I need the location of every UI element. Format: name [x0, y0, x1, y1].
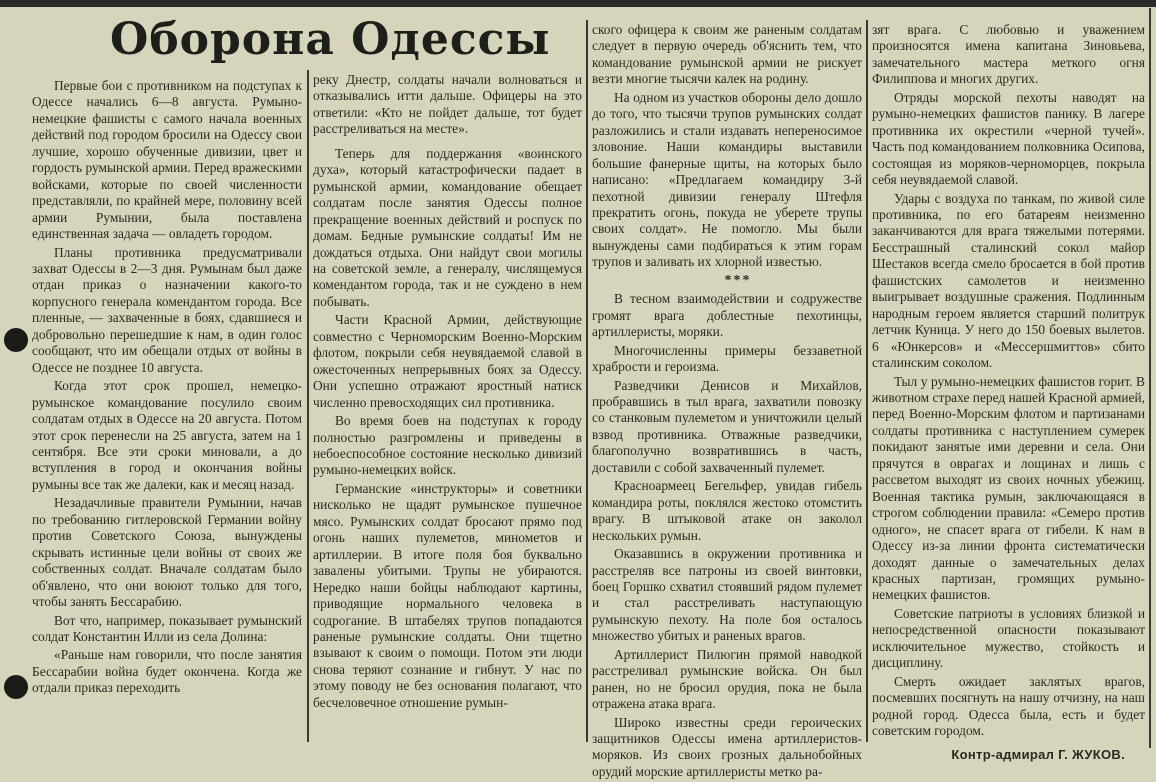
paragraph: Тыл у румыно-немецких фашистов горит. В животном страхе перед нашей Красной армией, перед Военно-Морским флотом и партизанами солдаты противника с наступлением сумерек покидают занятые ими деревни и села. Они прячутся в оврагах и лощинах и лишь с рассветом выходят из своих ночных убежищ. Военная тактика румын, заключающаяся в строгом соблюдении правила: «Семеро против одного», не спасет врага от гибели. К нам в Одессу из-за линии фронта систематически доходят данные о замечательных делах красных партизан, громящих румыно-немецких фашистов. [872, 373, 1145, 603]
top-border [0, 0, 1156, 7]
paragraph-continuation: ского офицера к своим же раненым солдатам следует в первую очередь об'яснить тем, что командование румынской армии не рискует везти многие тысячи калек на родину. [592, 22, 862, 87]
paragraph: Артиллерист Пилюгин прямой наводкой расстреливал румынские войска. Он был ранен, но не бросил орудия, пока не была отражена атака врага. [592, 646, 862, 712]
paragraph: Красноармеец Бегельфер, увидав гибель командира роты, поклялся жестоко отомстить врагу. В штыковой атаке он заколол нескольких румын. [592, 478, 862, 543]
paragraph: Во время боев на подступах к городу полностью разгромлены и приведены в небоеспособное состояние несколько дивизий румыно-немецких войск. [313, 413, 582, 478]
column-4 [872, 22, 1145, 764]
author-signature: Контр-адмирал Г. ЖУКОВ. [951, 747, 1125, 763]
paragraph: Незадачливые правители Румынии, начав по требованию гитлеровской Германии войну против Советского Союза, вынуждены скрывать истинные цели войны от своих же собственных солдат. Вначале солдатам было об'явлено, что они воюют только для того, чтобы занять Бессарабию. [32, 495, 302, 610]
paragraph-continuation: реку Днестр, солдаты начали волноваться и отказывались итти дальше. Офицеры на это ответили: «Кто не пойдет дальше, тот будет расстреливаться на месте». [313, 72, 582, 137]
paragraph: Вот что, например, показывает румынский солдат Константин Илли из села Долина: [32, 612, 302, 644]
article-title: Оборона Одессы [110, 14, 551, 65]
paragraph: Разведчики Денисов и Михайлов, пробравшись в тыл врага, захватили повозку со станковым пулеметом и уничтожили целый взвод противника. Отважные разведчики, благополучно возвратившись в часть, доставили с собой захваченный пулемет. [592, 377, 862, 475]
column-3 [592, 22, 862, 782]
paragraph: Части Красной Армии, действующие совместно с Черноморским Военно-Морским флотом, покрыли себя неувядаемой славой в ожесточенных непрерывных боях за Одессу. Они успешно отражают яростный натиск численно превосходящих сил противника. [313, 312, 582, 410]
paragraph: Теперь для поддержания «воинского духа», который катастрофически падает в румынской армии, командование обещает солдатам после занятия Одессы полное прекращение военных действий и роспуск по домам. Бедные румынские солдаты! Им не дождаться отдыха. Они найдут свои могилы на советской земле, а генералу, числящемуся комендантом города, так и не суждено в нем побывать. [313, 145, 582, 309]
paragraph-continuation: зят врага. С любовью и уважением произносятся имена капитана Зиновьева, замечательного мастера меткого огня Филиппова и многих других. [872, 22, 1145, 87]
paragraph: На одном из участков обороны дело дошло до того, что тысячи трупов румынских солдат разложились и стали издавать непереносимое зловоние. Наши командиры выставили большие фанерные щиты, на которых было написано: «Предлагаем командиру 3-й пехотной дивизии генералу Штефля прекратить огонь, покуда не уберете трупы своих солдат». Не помогло. Мы были вынуждены сами подбираться к этим горам трупов и заливать их хлорной известью. [592, 89, 862, 270]
column-rule [586, 20, 588, 742]
binding-hole [4, 328, 28, 352]
paragraph: Многочисленны примеры беззаветной храбрости и героизма. [592, 342, 862, 375]
column-rule [866, 20, 868, 742]
paragraph: Оказавшись в окружении противника и расстреляв все патроны из своей винтовки, боец Горшко схватил стоявший рядом пулемет и стал расстреливать наступающую румынскую пехоту. На поле боя осталось множество убитых и раненых врагов. [592, 546, 862, 644]
paragraph: Смерть ожидает заклятых врагов, посмевших посягнуть на нашу отчизну, на наш родной город. Одесса была, есть и будет советским городом. [872, 673, 1145, 739]
paragraph: Советские патриоты в условиях близкой и непосредственной опасности показывают исключительное мужество, стойкость и дисциплину. [872, 605, 1145, 671]
column-1 [32, 78, 302, 699]
paragraph: Удары с воздуха по танкам, по живой силе противника, по его батареям неизменно заканчиваются для врага тяжелыми потерями. Бесстрашный сталинский сокол майор Шестаков всегда смело бросается в бой против фашистских самолетов и неизменно выигрывает воздушные сражения. Подлинным народным героем является старший политрук летчик Куница. У него до 150 боевых вылетов. 6 «Юнкерсов» и «Мессершмиттов» сбито сталинским соколом. [872, 190, 1145, 371]
paragraph: Германские «инструкторы» и советники нисколько не щадят румынское пушечное мясо. Румынских солдат бросают прямо под огонь наших пулеметов, минометов и артиллерии. В итоге поля боя буквально завалены убитыми. Трупы не убираются. Нередко наши бойцы наблюдают картины, приводящие нормального человека в содрогание. В штабелях трупов попадаются раненые румынские солдаты. Они тщетно взывают к своим о помощи. Потом эти люди снова теряют сознание и гибнут. У нас по этому поводу не без основания полагают, что бесчеловечное отношение румын- [313, 480, 582, 710]
paragraph: В тесном взаимодействии и содружестве громят врага доблестные пехотинцы, артиллеристы, моряки. [592, 291, 862, 340]
column-2 [313, 72, 582, 713]
paragraph: Отряды морской пехоты наводят на румыно-немецких фашистов панику. В лагере противника их окрестили «черной тучей». Часть под командованием полковника Осипова, состоящая из моряков-черноморцев, покрыла себя неувядаемой славой. [872, 89, 1145, 188]
binding-hole [4, 675, 28, 699]
paragraph: Широко известны среди героических защитников Одессы имена артиллеристов-моряков. Из своих грозных дальнобойных орудий морские артиллеристы метко ра- [592, 714, 862, 779]
column-rule [307, 70, 309, 742]
paragraph: «Раньше нам говорили, что после занятия Бессарабии война будет окончена. Когда же отдали приказ переходить [32, 647, 302, 696]
paragraph: Планы противника предусматривали захват Одессы в 2—3 дня. Румынам был даже отдан приказ о назначении какого-то корпусного генерала комендантом города. Все пленные, — захваченные в боях, сдавшиеся и добровольно перешедшие к нам, в один голос сообщают, что им обещали отдых от войны в Одессе не позднее 10 августа. [32, 244, 302, 375]
paragraph: Первые бои с противником на подступах к Одессе начались 6—8 августа. Румыно-немецкие фашисты с самого начала военных действий под городом бросили на Одессу свои лучшие, хорошо обученные дивизии, цвет и гордость румынской армии. Перед вражескими войсками, которые по своей численности представляли, по крайней мере, половину всей армии Румынии, была поставлена единственная задача — овладеть городом. [32, 78, 302, 242]
section-separator: *** [724, 272, 752, 288]
paragraph: Когда этот срок прошел, немецко-румынское командование посулило своим солдатам отдых в Одессе на 20 августа. Потом этот срок перенесли на 25 августа, затем на 1 сентября. Все эти сроки миновали, а до вступления в город и окончания войны румыны все так же далеки, как и месяц назад. [32, 378, 302, 492]
column-rule [1149, 8, 1151, 748]
